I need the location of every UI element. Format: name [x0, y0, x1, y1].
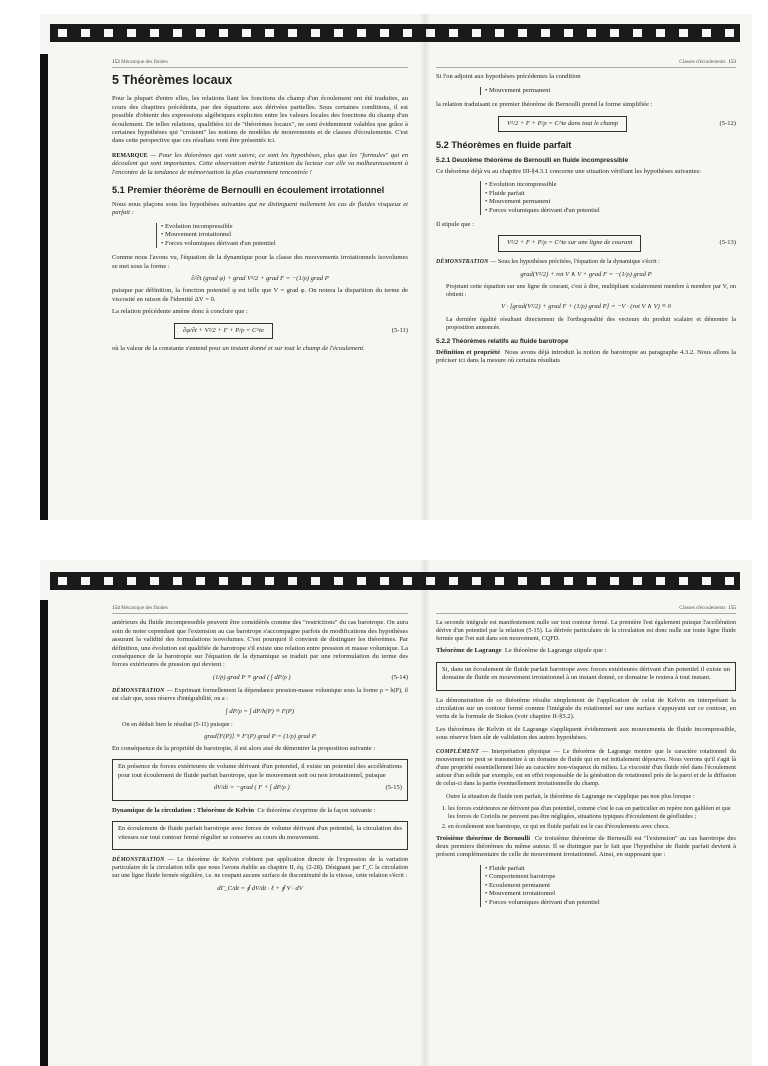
- paragraph: On en déduit bien le résultat (5-11) puisque :: [122, 720, 233, 728]
- binding-hole: [127, 29, 136, 37]
- spiral-binding: [40, 14, 752, 54]
- binding-hole: [150, 577, 159, 585]
- binding-hole: [679, 29, 688, 37]
- paragraph: La dernière égalité résultant directement de l'orthogonalité des vecteurs du produit scalaire et démontre la proposition annoncée.: [446, 315, 736, 331]
- page-number: 153: [728, 59, 736, 65]
- paragraph: Il stipule que :: [436, 221, 474, 229]
- binding-hole: [679, 577, 688, 585]
- paragraph: Les théorèmes de Kelvin et de Lagrange s'appliquent évidemment aux mouvements de fluide incompressible, sous réserve bien sûr de validation des autres hypothèses.: [436, 725, 736, 742]
- complement-text: — Interprétation physique — Le théorème de Lagrange montre que le caractère rotationnel du mouvement ne peut se transmettre à un domaine de fluide qui en est initialement dépourvu. Nous verrons qu'il s'agit là d'une propriété essentiellement liée au caractère non-visqueux du milieu. La viscosité d'un fluide réel dans l'écoulement autour d'un solide par exemple, est en effet responsable de la génération de rotationnel près de la paroi et de la diffusion de celui-ci dans la partie éventuellement irrotationnelle du champ.: [436, 747, 736, 787]
- paragraph: antérieurs du fluide incompressible peuvent être considérés comme des "restrictions" du cas barotrope. On aura soin de noter cependant que l'extension au cas barotrope s'accompagne parfois de modifications des hypothèses assurant la validité des formulations isovolumes. C'est pourquoi il convient de distinguer les théorèmes. Par définition, une évolution est qualifiée de barotrope s'il existe une relation entre pression et masse volumique. La conséquence de la barotropie sur l'équation de la dynamique se traduit par une reformulation du terme des forces extérieures de pression qui devient :: [112, 619, 408, 669]
- page-number: 152: [112, 59, 120, 65]
- demonstration: [112, 687, 408, 703]
- binding-hole: [541, 577, 550, 585]
- paragraph: la relation traduisant ce premier théorème de Bernoulli prend la forme simplifiée :: [436, 101, 653, 109]
- binding-hole: [81, 577, 90, 585]
- paragraph: La démonstration de ce théorème résulte simplement de l'application de celui de Kelvin en interprétant la circulation sur un contour fermé comme l'intégrale du rotationnel sur une surface s'appuyant sur ce contour, en vertu de la formule de Stokes (voir chapitre II-§5.2).: [436, 696, 736, 721]
- paragraph: Ce théorème déjà vu au chapitre III-§4.3.1 concerne une situation vérifiant les hypothèses suivantes:: [436, 168, 701, 176]
- binding-hole: [702, 29, 711, 37]
- running-title: Classes d'écoulements: [679, 59, 726, 65]
- text-run: Ce théorème s'exprime de la façon suivante :: [257, 806, 376, 814]
- binding-hole: [587, 577, 596, 585]
- paragraph: En conséquence de la propriété de barotropie, il est alors aisé de démontrer la proposition suivante :: [112, 745, 376, 753]
- chapter-title: 5 Théorèmes locaux: [112, 73, 233, 88]
- paragraph: [112, 345, 408, 353]
- list-item: • Evolution incompressible: [161, 223, 408, 231]
- scan-spread-1: [40, 14, 752, 520]
- running-head: [436, 58, 736, 68]
- demonstration-label: DÉMONSTRATION: [436, 258, 489, 265]
- binding-hole: [518, 577, 527, 585]
- subsection-title-5-2-1: 5.2.1 Deuxième théorème de Bernoulli en fluide incompressible: [436, 157, 629, 165]
- list-item: • Mouvement permanent: [485, 198, 736, 206]
- paragraph: Projetant cette équation sur une ligne de courant, c'est à dire, multipliant scalairement membre à membre par V, on obtient :: [446, 283, 736, 299]
- demonstration-text: — Exprimant formellement la dépendance pression-masse volumique sous la forme ρ = h(P), il est clair que, sous réserve d'intégrabilité, on a :: [112, 687, 408, 703]
- binding-hole: [81, 29, 90, 37]
- binding-hole: [219, 29, 228, 37]
- section-title-5-1: 5.1 Premier théorème de Bernoulli en écoulement irrotationnel: [112, 185, 385, 196]
- binding-hole: [334, 577, 343, 585]
- page-155: [436, 604, 736, 1062]
- equation: (1/ρ) grad P ≡ grad ( ∫ dP/ρ ): [212, 673, 291, 681]
- framed-proposition: [112, 759, 408, 800]
- paragraph: [436, 835, 736, 860]
- binding-hole: [633, 577, 642, 585]
- text-run-italic: qui ne distinguent nullement les cas de fluides visqueux et parfait :: [112, 201, 408, 217]
- binding-hole: [403, 29, 412, 37]
- scan-spread-2: [40, 560, 752, 1066]
- paragraph: [436, 647, 736, 655]
- equation-5-14: [112, 674, 408, 682]
- paragraph: Comme nous l'avons vu, l'équation de la dynamique pour la classe des mouvements irrotationnels isovolumes se met sous la forme :: [112, 254, 408, 270]
- binding-hole: [334, 29, 343, 37]
- equation: ∂φ/∂t + V²/2 + F + P/ρ = C^te: [174, 323, 273, 339]
- text-run: Ce troisième théorème de Bernoulli est "l'extension" au cas barotrope des deux premiers théorèmes du même auteur. Il se distingue par le fait que l'hypothèse de fluide parfait devient à présent complémentaire de celle de mouvement irrotationnel. Ainsi, en supposant que :: [436, 834, 736, 859]
- paragraph: puisque par définition, la fonction potentiel φ est telle que V = grad φ. On notera la disparition du terme de viscosité en raison de l'identité ΔV = 0.: [112, 287, 408, 303]
- binding-hole: [219, 577, 228, 585]
- demonstration-text: — Le théorème de Kelvin s'obtient par application directe de l'expression de la variation particulaire de la circulation telle que nous l'avons établie au chapitre II, éq. (2-28). Désignant par Γ_C la circulation sur une ligne fluide fermée régulière, i.e. ne coupant aucune surface de discontinuité de la vitesse, cette relation s'écrit :: [112, 855, 408, 879]
- list-item: • Evolution incompressible: [485, 181, 736, 189]
- gutter-shadow: [420, 560, 430, 1066]
- complement: [436, 748, 736, 788]
- binding-hole: [265, 577, 274, 585]
- demonstration: [436, 258, 736, 266]
- list-item: • Forces volumiques dérivant d'un potentiel: [485, 899, 736, 907]
- text-run: Nous avons déjà introduit la notion de barotropie au paragraphe 4.3.2. Nous allons la préciser ici dans la mesure où certains résultats: [436, 348, 736, 365]
- boxed-equation-5-13: [436, 235, 736, 251]
- list-item: • Fluide parfait: [485, 190, 736, 198]
- page-152: [112, 58, 408, 516]
- text-run: Le théorème de Lagrange stipule que :: [504, 647, 607, 655]
- equation: grad[F(P)] ≡ F'(P) grad P = (1/ρ) grad P: [204, 732, 316, 740]
- list-item: 2. en écoulement non barotrope, ce qui en fluide parfait est le cas d'écoulements avec chocs.: [448, 823, 736, 831]
- running-head: [436, 604, 736, 614]
- equation-number: (5-11): [391, 326, 408, 334]
- binding-hole: [449, 29, 458, 37]
- binding-hole: [196, 577, 205, 585]
- binding-hole: [58, 29, 67, 37]
- equation: grad(V²/2) + rot V ∧ V + grad F = −(1/ρ) grad P: [520, 270, 652, 278]
- equation: dΓ_C/dt = ∮ dV/dt · ℓ + ∮ V · dV: [217, 884, 303, 892]
- equation: ∫ dP/ρ = ∫ dP/h(P) ≡ F(P): [225, 708, 295, 716]
- list-item: • Mouvement permanent: [485, 87, 736, 95]
- binding-hole: [288, 577, 297, 585]
- binding-hole: [104, 29, 113, 37]
- list-item: • Forces volumiques dérivant d'un potentiel: [161, 240, 408, 248]
- binding-hole: [104, 577, 113, 585]
- equation-5-15: [118, 784, 402, 792]
- list-item: • Ecoulement permanent: [485, 882, 736, 890]
- binding-hole: [495, 577, 504, 585]
- list-item: 1. les forces extérieures ne dérivent pas d'un potentiel, comme c'est le cas en particulier en repère non galiléen et que les forces de Coriolis ne peuvent pas être négligées, situations typiques d'écoulement de géofluides ;: [448, 805, 736, 821]
- binding-hole: [449, 577, 458, 585]
- binding-hole: [357, 577, 366, 585]
- scan-dark-edge: [40, 14, 48, 520]
- conditions-list: [448, 805, 736, 831]
- binding-hole: [725, 29, 734, 37]
- equation: V · [grad(V²/2) + grad F + (1/ρ) grad P] = −V · (rot V ∧ V) ≡ 0: [501, 303, 671, 311]
- binding-hole: [265, 29, 274, 37]
- binding-hole: [357, 29, 366, 37]
- remark-text: — Pour les théorèmes qui vont suivre, ce sont les hypothèses, plus que les "formules" qui en découlent qui sont importantes. Cette observation mérite l'attention du lecteur car elle va malheureusement à l'encontre de la tendance de mémorisation la plus couramment rencontrée !: [112, 151, 408, 176]
- text-run-italic: un instant donné et sur tout le champ de l'écoulement.: [222, 344, 365, 352]
- framed-theorem-lagrange: [436, 662, 736, 691]
- binding-hole: [127, 577, 136, 585]
- running-head: [112, 58, 408, 68]
- list-item: • Fluide parfait: [485, 865, 736, 873]
- paragraph: [112, 201, 408, 218]
- binding-hole: [702, 577, 711, 585]
- hypotheses-list: [480, 87, 736, 95]
- running-head: [112, 604, 408, 614]
- proposition-text: En présence de forces extérieures de volume dérivant d'un potentiel, il existe un potentiel des accélérations pour tout écoulement de fluide parfait barotrope, que le mouvement soit ou non irrotationnel, puisque: [118, 763, 402, 779]
- running-title: Mécanique des fluides: [121, 605, 168, 611]
- demonstration-text: — Sous les hypothèses précitées, l'équation de la dynamique s'écrit :: [490, 257, 660, 265]
- paragraph: La relation précédente amène donc à conclure que :: [112, 308, 248, 316]
- binding-hole: [564, 29, 573, 37]
- binding-hole: [196, 29, 205, 37]
- equation-number: (5-14): [391, 673, 408, 681]
- page-153: [436, 58, 736, 516]
- binding-hole: [173, 29, 182, 37]
- list-item: • Mouvement irrotationnel: [161, 231, 408, 239]
- paragraph: Si l'on adjoint aux hypothèses précédentes la condition: [436, 73, 581, 81]
- framed-theorem-kelvin: [112, 821, 408, 850]
- page-number: 155: [728, 605, 736, 611]
- binding-hole: [403, 577, 412, 585]
- hypotheses-list: [156, 223, 408, 248]
- binding-hole: [541, 29, 550, 37]
- hypotheses-list: [480, 181, 736, 215]
- binding-hole: [656, 29, 665, 37]
- text-run: Nous nous plaçons sous les hypothèses suivantes: [112, 201, 249, 209]
- equation: ∂/∂t (grad φ) + grad V²/2 + grad F = −(1/ρ) grad P: [191, 274, 329, 282]
- equation-number: (5-12): [719, 119, 736, 127]
- remark: [112, 152, 408, 177]
- list-item: • Comportement barotrope: [485, 873, 736, 881]
- spiral-binding: [40, 560, 752, 600]
- theorem-text: En écoulement de fluide parfait barotrope avec forces de volume dérivant d'un potentiel, la circulation des vitesses sur tout contour fermé régulier se conserve au cours du mouvement.: [118, 825, 402, 841]
- intro-paragraph: Pour la plupart d'entre elles, les relations liant les fonctions du champ d'un écoulement ont été traduites, au cours des chapitres précédents, par des équations aux dérivées partielles. Sous certaines conditions, il est possible d'obtenir des expressions algébriques explicites entre les valeurs locales des fonctions du champ d'un écoulement. De telles relations, qualifiées ici de "théorèmes locaux", ne sont évidemment valables que grâce à certaines hypothèses qui "croisent" les notions de modèles de mouvements et de classes d'écoulements. C'est dans cette perspective que ces résultats vont être présentés ici.: [112, 95, 408, 145]
- list-item: • Mouvement irrotationnel: [485, 890, 736, 898]
- binding-hole: [495, 29, 504, 37]
- boxed-equation-5-11: [112, 323, 408, 339]
- binding-hole: [518, 29, 527, 37]
- scan-dark-edge: [40, 560, 48, 1066]
- paragraph: [112, 807, 408, 815]
- boxed-equation-5-12: [436, 116, 736, 132]
- section-title-5-2: 5.2 Théorèmes en fluide parfait: [436, 140, 572, 151]
- equation-number: (5-15): [385, 784, 402, 792]
- demonstration-label: DÉMONSTRATION: [112, 856, 165, 863]
- equation-number: (5-13): [719, 239, 736, 247]
- theorem-text: Si, dans un écoulement de fluide parfait barotrope avec forces extérieures dérivant d'un potentiel il existe un domaine de fluide en mouvement irrotationnel à un instant donné, ce domaine le restera à tout instant.: [442, 665, 730, 682]
- equation: V²/2 + F + P/ρ = C^te sur une ligne de courant: [498, 235, 641, 251]
- remark-label: REMARQUE: [112, 152, 148, 159]
- run-in-heading: Troisième théorème de Bernoulli: [436, 834, 531, 842]
- demonstration-label: DÉMONSTRATION: [112, 688, 165, 695]
- text-run: où la valeur de la constante s'entend pour: [112, 344, 223, 352]
- binding-hole: [288, 29, 297, 37]
- binding-hole: [656, 577, 665, 585]
- run-in-heading: Définition et propriété: [436, 348, 501, 356]
- equation: dV/dt = −grad ( F + ∫ dP/ρ ): [213, 784, 290, 792]
- paragraph: [436, 349, 736, 366]
- binding-hole: [472, 29, 481, 37]
- binding-hole: [242, 29, 251, 37]
- binding-hole: [311, 29, 320, 37]
- running-title: Classes d'écoulements: [679, 605, 726, 611]
- paragraph: La seconde intégrale est manifestement nulle sur tout contour fermé. La première l'est également puisque l'accélération dérive d'un potentiel par la relation (5-15). La dérivée particulaire de la circulation est donc nulle sur toute ligne fluide fermée que l'on suit dans son mouvement, CQFD.: [436, 619, 736, 643]
- binding-hole: [725, 577, 734, 585]
- hypotheses-list: [480, 865, 736, 907]
- complement-label: COMPLÉMENT: [436, 748, 479, 755]
- binding-hole: [472, 577, 481, 585]
- binding-hole: [587, 29, 596, 37]
- page-154: [112, 604, 408, 1062]
- demonstration: [112, 856, 408, 880]
- subsection-title-5-2-2: 5.2.2 Théorèmes relatifs au fluide barotrope: [436, 337, 569, 345]
- binding-hole: [311, 577, 320, 585]
- list-item: • Forces volumiques dérivant d'un potentiel: [485, 207, 736, 215]
- running-title: Mécanique des fluides: [121, 59, 168, 65]
- equation: V²/2 + F + P/ρ = C^te dans tout le champ: [498, 116, 627, 132]
- binding-hole: [173, 577, 182, 585]
- binding-hole: [150, 29, 159, 37]
- paragraph: Outre la situation de fluide non parfait, le théorème de Lagrange ne s'applique pas non plus lorsque :: [446, 792, 695, 800]
- binding-hole: [380, 29, 389, 37]
- page-number: 154: [112, 605, 120, 611]
- binding-hole: [633, 29, 642, 37]
- run-in-heading: Théorème de Lagrange: [436, 647, 502, 655]
- gutter-shadow: [420, 14, 430, 520]
- binding-hole: [610, 29, 619, 37]
- binding-hole: [380, 577, 389, 585]
- binding-hole: [242, 577, 251, 585]
- run-in-heading: Dynamique de la circulation : Théorème de Kelvin: [112, 806, 255, 814]
- binding-hole: [58, 577, 67, 585]
- binding-hole: [610, 577, 619, 585]
- binding-hole: [564, 577, 573, 585]
